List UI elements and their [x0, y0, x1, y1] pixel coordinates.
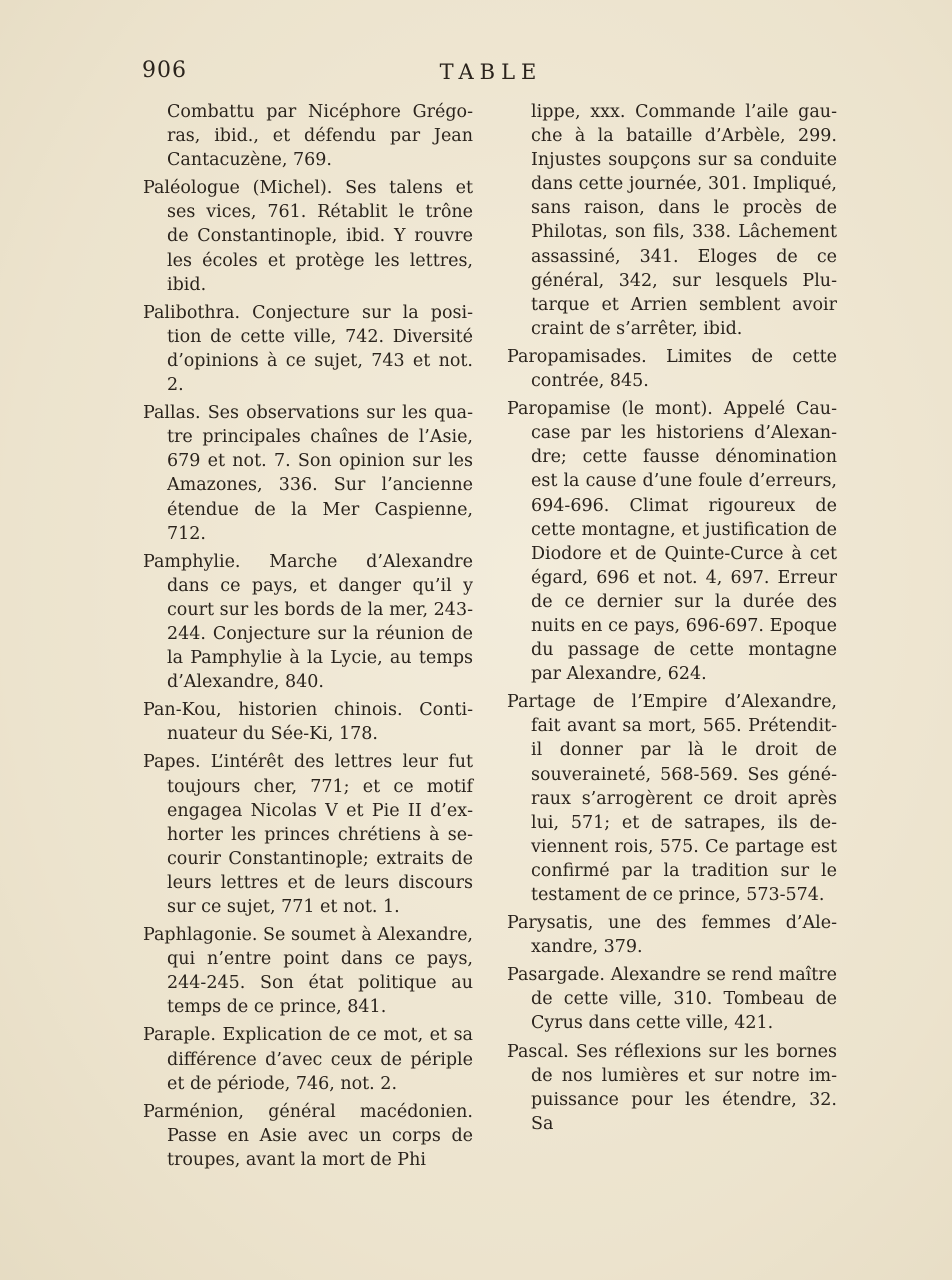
index-entry: Paropamisades. Limites de cette contrée, 845.	[507, 346, 837, 392]
index-entry: Partage de l’Empire d’Alexandre, fait avant sa mort, 565. Prétendit-il donner par là le droit de souveraineté, 568-569. Ses généraux s’arrogèrent ce droit après lui, 571; et de satrapes, ils deviennent rois, 575. Ce partage est confirmé par la tradition sur le testament de ce prince, 573-574.	[507, 692, 837, 905]
index-entry: lippe, xxx. Commande l’aile gauche à la bataille d’Arbèle, 299. Injustes soupçons sur sa conduite dans cette journée, 301. Impliqué, sans raison, dans le procès de Philotas, son fils, 338. Lâchement assassiné, 341. Eloges de ce général, 342, sur lesquels Plutarque et Arrien semblent avoir craint de s’arrêter, ibid.	[531, 102, 837, 339]
index-entry: Pan-Kou, historien chinois. Continuateur du Sée-Ki, 178.	[143, 700, 473, 745]
index-entry: Combattu par Nicéphore Grégoras, ibid., et défendu par Jean Cantacuzène, 769.	[167, 102, 473, 171]
index-entry: Pallas. Ses observations sur les quatre principales chaînes de l’Asie, 679 et not. 7. Son opinion sur les Amazones, 336. Sur l’ancienne étendue de la Mer Caspienne, 712.	[143, 403, 473, 544]
index-entry: Pamphylie. Marche d’Alexandre dans ce pays, et danger qu’il y court sur les bords de la mer, 243-244. Conjecture sur la réunion de la Pamphylie à la Lycie, au temps d’Alexandre, 840.	[143, 551, 473, 693]
index-entry: Pasargade. Alexandre se rend maître de cette ville, 310. Tombeau de Cyrus dans cette ville, 421.	[507, 965, 837, 1034]
running-title: TABLE	[439, 60, 543, 84]
index-column-left	[143, 100, 473, 1176]
index-entry: Parménion, général macédonien. Passe en Asie avec un corps de troupes, avant la mort de Phi	[143, 1101, 473, 1170]
index-entry: Paraple. Explication de ce mot, et sa différence d’avec ceux de périple et de période, 746, not. 2.	[143, 1025, 473, 1094]
index-entry: Paphlagonie. Se soumet à Alexandre, qui n’entre point dans ce pays, 244-245. Son état politique au temps de ce prince, 841.	[143, 925, 473, 1018]
page-number: 906	[142, 58, 187, 83]
index-entry: Paropamise (le mont). Appelé Caucase par les historiens d’Alexandre; cette fausse dénomination est la cause d’une foule d’erreurs, 694-696. Climat rigoureux de cette montagne, et justification de Diodore et de Quinte-Curce à cet égard, 696 et not. 4, 697. Erreur de ce dernier sur la durée des nuits en ce pays, 696-697. Epoque du passage de cette montagne par Alexandre, 624.	[507, 399, 837, 685]
index-entry: Parysatis, une des femmes d’Alexandre, 379.	[507, 913, 837, 958]
index-entry: Paléologue (Michel). Ses talens et ses vices, 761. Rétablit le trône de Constantinople, ibid. Y rouvre les écoles et protège les lettres, ibid.	[143, 178, 473, 295]
index-entry: Palibothra. Conjecture sur la position de cette ville, 742. Diversité d’opinions à ce sujet, 743 et not. 2.	[143, 302, 473, 396]
index-entry: Pascal. Ses réflexions sur les bornes de nos lumières et sur notre impuissance pour les étendre, 32. Sa	[507, 1041, 837, 1134]
index-column-right	[507, 100, 837, 1140]
index-entry: Papes. L’intérêt des lettres leur fut toujours cher, 771; et ce motif engagea Nicolas V et Pie II d’exhorter les princes chrétiens à secourir Constantinople; extraits de leurs lettres et de leurs discours sur ce sujet, 771 et not. 1.	[143, 752, 473, 917]
